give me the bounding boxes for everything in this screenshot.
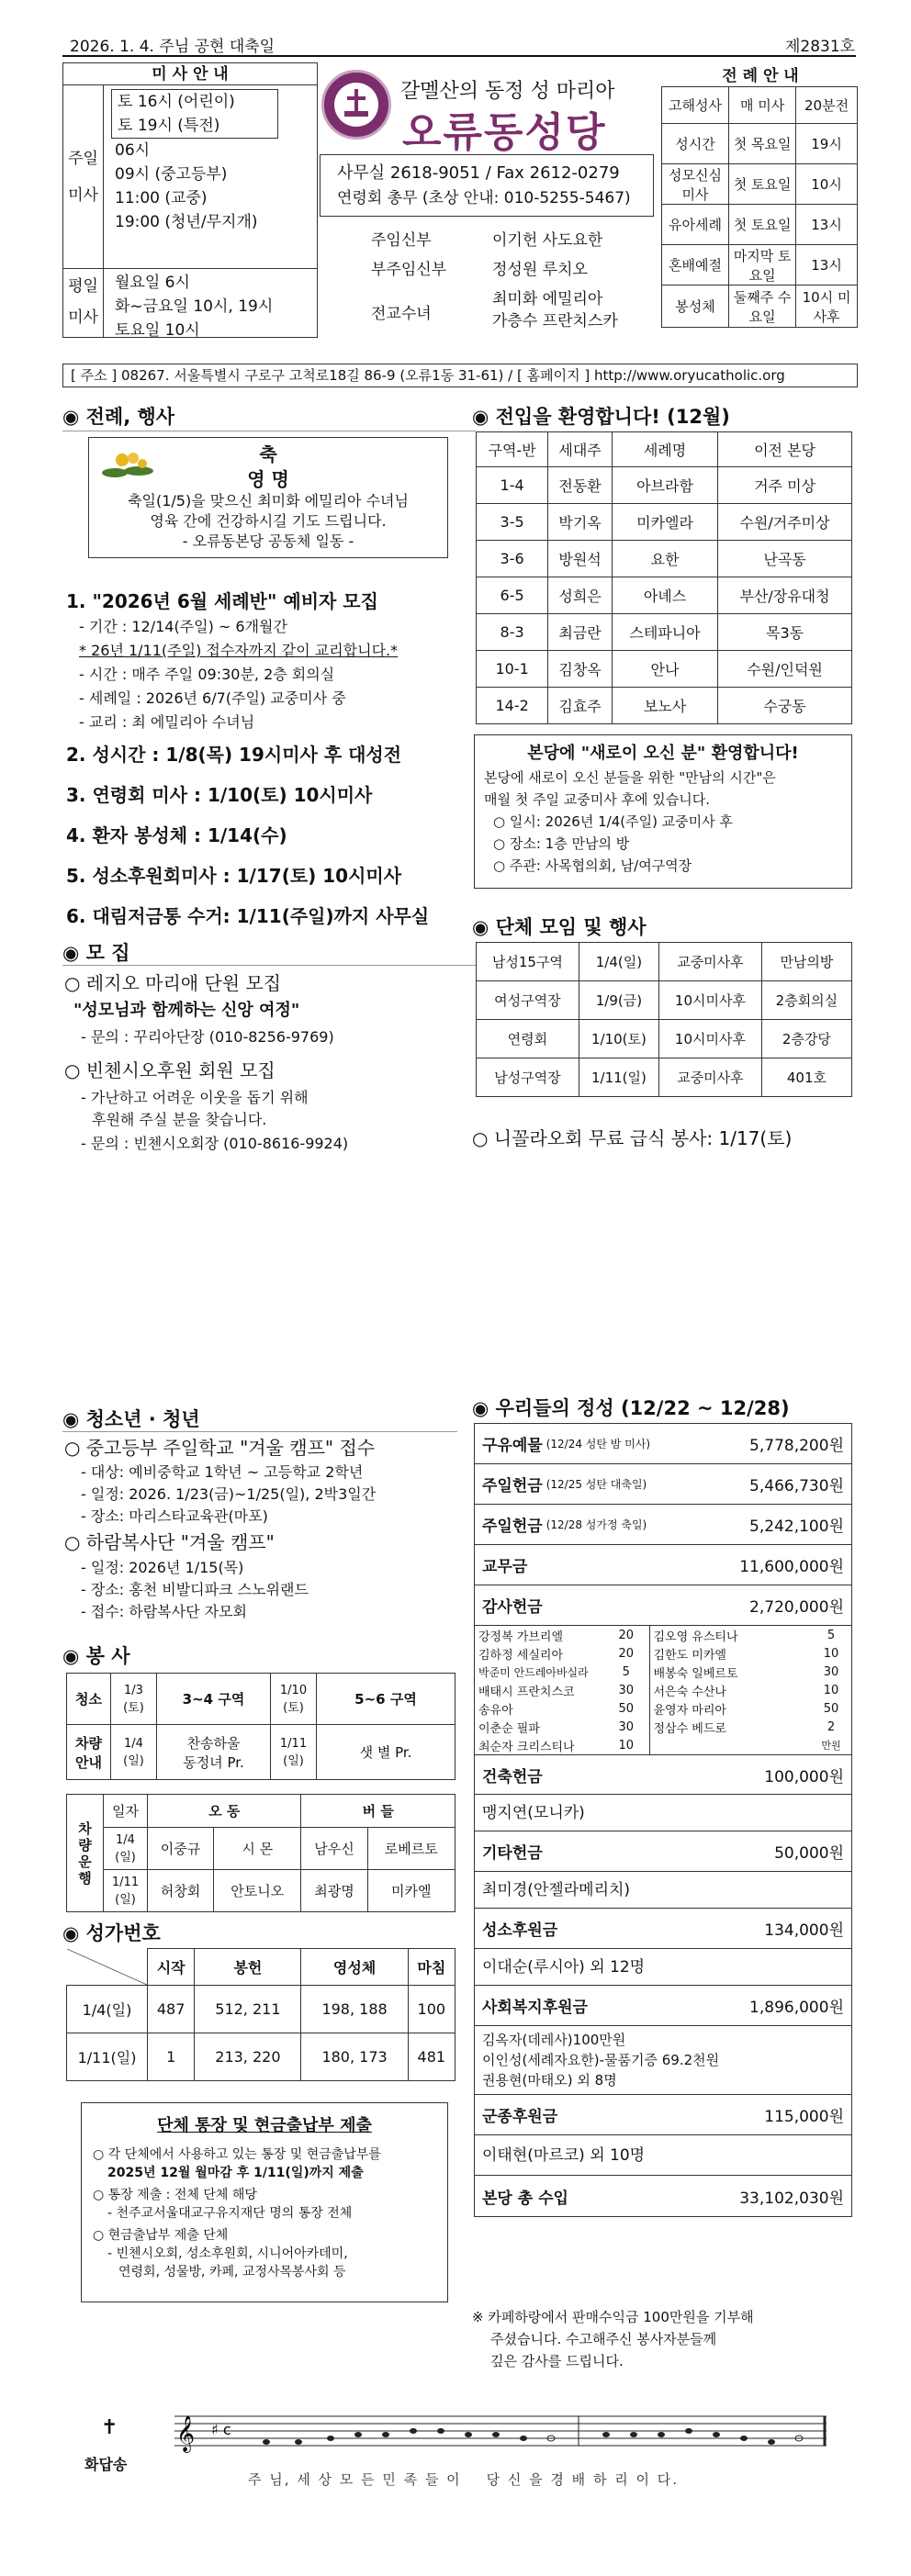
- section-rule: [62, 940, 476, 966]
- mass-schedule-title: 미 사 안 내: [63, 63, 317, 85]
- offering-section-title: ◉ 우리들의 정성 (12/22 ~ 12/28): [472, 1397, 790, 1419]
- header-rule: [62, 55, 856, 57]
- notice-box: 단체 통장 및 현금출납부 제출 ○ 각 단체에서 사용하고 있는 통장 및 현금출납부를 2025년 12월 월마감 후 1/11(일)까지 제출 ○ 통장 제출 : 전체 단체 해당 - 천주교서울대교구유지재단 명의 통장 전체 ○ 현금출납부 제출 단체 - 빈첸시오회, 성소후원회, 시니어아카데미, 연령회, 성물방, 카페, 교정사목봉사회 등: [81, 2102, 448, 2302]
- youth-section-title: ◉ 청소년 · 청년: [62, 1408, 200, 1430]
- driving-table: 차 량 운 행 일자 오 동 버 들 1/4 (일) 이중규 시 몬 남우신 로베르토 1/11 (일) 허창회 안토니오 최광명 미카엘: [66, 1794, 456, 1912]
- issue-number: 제2831호: [785, 38, 856, 56]
- feast-box: 축 영 명 축일(1/5)을 맞으신 최미화 에밀리아 수녀님 영육 간에 건강하시길 기도 드립니다. - 오류동본당 공동체 일동 -: [88, 437, 448, 558]
- nicholas-meal-note: ○ 니꼴라오회 무료 급식 봉사: 1/17(토): [472, 1127, 793, 1149]
- sacraments-table: 고해성사 매 미사 20분전 성시간 첫 목요일 19시 성모신심 미사 첫 토요일 10시 유아세례 첫 토요일 13시 혼배예절 마지막 토요일 13시 봉성체 둘째주 수요일 10시 미사후: [661, 86, 858, 328]
- offering-table: 구유예물 (12/24 성탄 밤 미사) 5,778,200원 주일헌금 (12/25 성탄 대축일) 5,466,730원 주일헌금 (12/28 성가정 축일) 5,242,100원 교무금 11,600,000원 감사헌금 2,720,000원 강정복 가브리엘 20 김오영 유스티나 5 김하정 세실리아 20 김한도 미카엘 10 박준미 안드레아바실라 5 배봉숙 일베르토 30 배태시 프란치스코 30 서은숙 수산나 10 송유아 50 윤영자 마리아 50 이춘순 필파 30 정삼수 베드로 2 최순자 크리스티나 10 만원 건축헌금 100,000원 맹지연(모니카) 기타헌금 50,000원 최미경(안젤라메리치) 성소후원금 134,000원 이대순(루시아) 외 12명 사회복지후원금 1,896,000원 김옥자(데레사)100만원 이인성(세례자요한)-물품기증 69.2천원 권용현(마태오) 외 8명 군종후원금 115,000원 이태현(마르코) 외 10명 본당 총 수입 33,102,030원: [474, 1423, 852, 2217]
- psalm-label: 화답송: [84, 2456, 128, 2473]
- cross-icon: ✝: [101, 2416, 118, 2439]
- youth-items: ○ 중고등부 주일학교 "겨울 캠프" 접수 - 대상: 예비중학교 1학년 ~ 고등학교 2학년 - 일정: 2026. 1/23(금)~1/25(일), 2박3일간 - 장소: 마리스타교육관(마포) ○ 하람복사단 "겨울 캠프" - 일정: 2026년 1/15(목) - 장소: 홍천 비발디파크 스노위랜드 - 접수: 하람복사단 자모회: [64, 1437, 377, 1620]
- svg-text:♯ c: ♯ c: [211, 2421, 231, 2438]
- newcomers-table: 구역-반 세대주 세례명 이전 본당 1-4 전동환 아브라함 거주 미상 3-5 박기옥 미카엘라 수원/거주미상 3-6 방원석 요한 난곡동 6-5 성희은 아녜스 부산/장유대청 8-3 최금란 스테파니아 목3동 10-1 김창옥 안나 수원/인덕원 14-2 김효주 보노사 수궁동: [476, 431, 852, 724]
- sacraments-title: 전 례 안 내: [722, 67, 799, 85]
- psalm-lyrics: 주 님, 세 상 모 든 민 족 들 이 당 신 을 경 배 하 리 이 다.: [248, 2471, 679, 2488]
- weekday-mass-label: 평일 미사: [63, 269, 104, 337]
- staff-roles: 주임신부 부주임신부 전교수녀: [371, 231, 447, 323]
- liturgy-section-title: ◉ 전례, 행사: [62, 406, 175, 428]
- section-rule: [62, 404, 476, 431]
- parish-logo-icon: [321, 70, 391, 140]
- thanks-donors-table: 강정복 가브리엘 20 김오영 유스티나 5 김하정 세실리아 20 김한도 미카엘 10 박준미 안드레아바실라 5 배봉숙 일베르토 30 배태시 프란치스코 30 서은숙 수산나 10 송유아 50 윤영자 마리아 50 이춘순 필파 30 정삼수 베드로 2 최순자 크리스티나 10 만원: [475, 1626, 851, 1754]
- recruit-items: ○ 레지오 마리애 단원 모집 "성모님과 함께하는 신앙 여정" - 문의 : 꾸리아단장 (010-8256-9769) ○ 빈첸시오후원 회원 모집 - 가난하고 어려운 이웃을 돕기 위해 후원해 주실 분을 찾습니다. - 문의 : 빈첸시오회장 (010-8616-9924): [64, 972, 349, 1152]
- flower-icon: [96, 447, 161, 484]
- welcome-box: 본당에 "새로이 오신 분" 환영합니다! 본당에 새로이 오신 분들을 위한 "만남의 시간"은 매월 첫 주일 교중미사 후에 있습니다. ○ 일시: 2026년 1/4(주일) 교중미사 후 ○ 장소: 1층 만남의 방 ○ 주관: 사목협의회, 남/여구역장: [474, 734, 852, 889]
- service-section-title: ◉ 봉 사: [62, 1645, 130, 1667]
- parish-subtitle: 갈멜산의 동정 성 마리아: [400, 80, 615, 103]
- songbook-table: 시작 봉헌 영성체 마침 1/4(일) 487 512, 211 198, 188 100 1/11(일) 1 213, 220 180, 173 481: [66, 1948, 456, 2081]
- issue-date: 2026. 1. 4. 주님 공현 대축일: [70, 38, 276, 56]
- address-bar: [ 주소 ] 08267. 서울특별시 구로구 고척로18길 86-9 (오류1동 31-61) / [ 홈페이지 ] http://www.oryucatholic.org: [62, 364, 858, 387]
- sunday-mass-label: 주일 미사: [63, 85, 104, 269]
- parish-name: 오류동성당: [402, 109, 607, 156]
- newcomers-section-title: ◉ 전입을 환영합니다! (12월): [472, 406, 730, 428]
- office-box: 사무실 2618-9051 / Fax 2612-0279 연령회 총무 (초상 안내: 010-5255-5467): [320, 154, 654, 217]
- section-rule: [62, 1406, 457, 1432]
- weekday-mass-times: 월요일 6시 화~금요일 10시, 19시 토요일 10시: [115, 274, 274, 340]
- mass-schedule-box: [62, 62, 318, 338]
- groups-table: 남성15구역 1/4(일) 교중미사후 만남의방 여성구역장 1/9(금) 10시미사후 2층회의실 연령회 1/10(토) 10시미사후 2층강당 남성구역장 1/11(일) 교중미사후 401호: [476, 942, 852, 1097]
- songbook-section-title: ◉ 성가번호: [62, 1922, 161, 1944]
- svg-text:𝄞: 𝄞: [176, 2415, 196, 2452]
- music-staff: [174, 2413, 827, 2453]
- cafe-donation-note: ※ 카페하랑에서 판매수익금 100만원을 기부해 주셨습니다. 수고해주신 봉사자분들께 깊은 감사를 드립니다.: [472, 2309, 754, 2369]
- sunday-mass-times: 토 16시 (어린이) 토 19시 (특전) 06시 09시 (중고등부) 11:00 (교중) 19:00 (청년/무지개): [104, 85, 317, 269]
- service-table: 청소 1/3 (토) 3~4 구역 1/10 (토) 5~6 구역 차량 안내 1/4 (일) 찬송하울 동정녀 Pr. 1/11 (일) 샛 별 Pr.: [66, 1673, 456, 1780]
- recruit-section-title: ◉ 모 집: [62, 942, 130, 964]
- staff-names: 이기헌 사도요한 정성원 루치오 최미화 에밀리아 가층수 프란치스카: [492, 231, 618, 330]
- liturgy-items: 1. "2026년 6월 세례반" 예비자 모집 - 기간 : 12/14(주일) ~ 6개월간 * 26년 1/11(주일) 접수자까지 같이 교리합니다.* - 시간 : 매주 주일 09:30분, 2층 회의실 - 세례일 : 2026년 6/7(주일) 교중미사 중 - 교리 : 최 에밀리아 수녀님 2. 성시간 : 1/8(목) 19시미사 후 대성전 3. 연령회 미사 : 1/10(토) 10시미사 4. 환자 봉성체 : 1/14(수) 5. 성소후원회미사 : 1/17(토) 10시미사 6. 대림저금통 수거: 1/11(주일)까지 사무실: [66, 590, 430, 927]
- groups-section-title: ◉ 단체 모임 및 행사: [472, 916, 647, 938]
